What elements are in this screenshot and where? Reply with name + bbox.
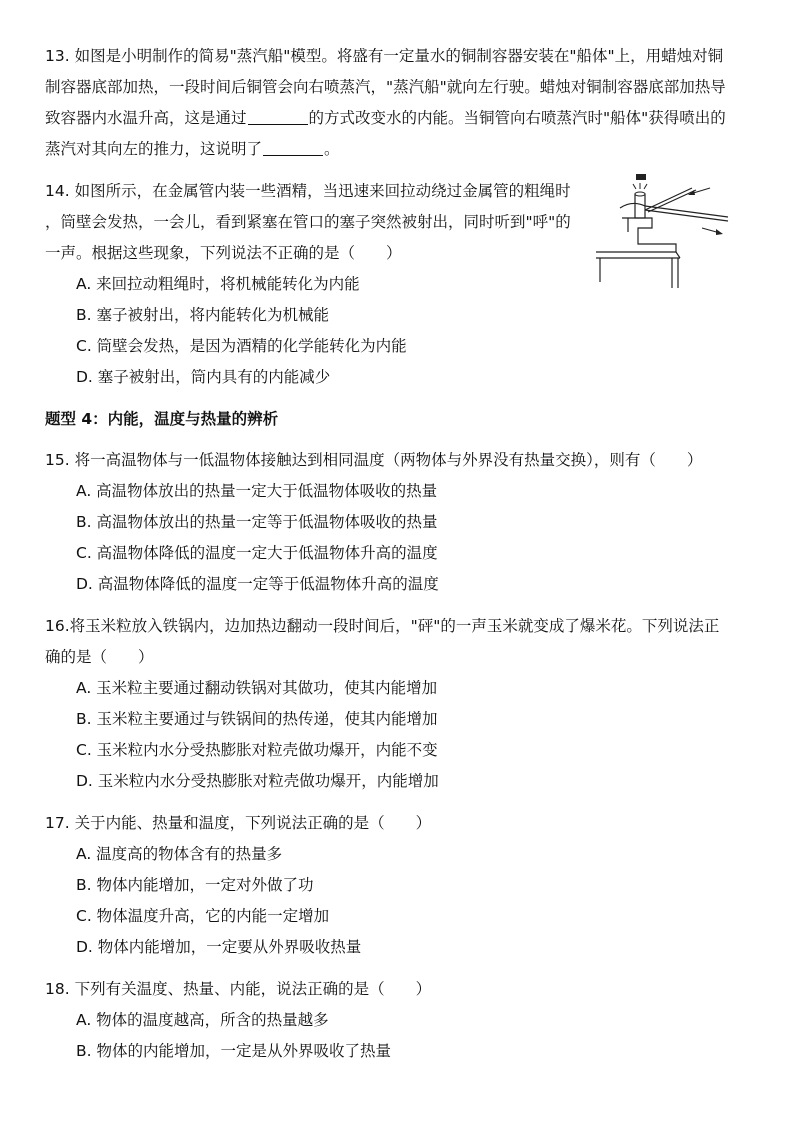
motion-mark: [633, 184, 636, 189]
question-text: 18. 下列有关温度、热量、内能，说法正确的是（ ）: [45, 980, 432, 998]
question-text-part: 蒸汽对其向左的推力，这说明了: [45, 140, 263, 158]
bench-edge: [622, 218, 628, 232]
option-d[interactable]: D. 物体内能增加，一定要从外界吸收热量: [76, 938, 362, 956]
metal-tube-rope-figure: [592, 170, 732, 290]
question-text: 一声。根据这些现象，下列说法不正确的是（ ）: [45, 244, 402, 262]
option-a[interactable]: A. 玉米粒主要通过翻动铁锅对其做功，使其内能增加: [76, 679, 438, 697]
option-b[interactable]: B. 塞子被射出，将内能转化为机械能: [76, 306, 329, 324]
question-text: 15. 将一高温物体与一低温物体接触达到相同温度（两物体与外界没有热量交换），则有（ ）: [45, 451, 703, 469]
option-a[interactable]: A. 高温物体放出的热量一定大于低温物体吸收的热量: [76, 482, 438, 500]
option-a[interactable]: A. 来回拉动粗绳时，将机械能转化为内能: [76, 275, 360, 293]
question-text: 制容器底部加热，一段时间后铜管会向右喷蒸汽，"蒸汽船"就向左行驶。蜡烛对铜制容器底部加热导: [45, 78, 726, 96]
question-text: 16.将玉米粒放入铁锅内，边加热边翻动一段时间后，"砰"的一声玉米就变成了爆米花。下列说法正: [45, 617, 720, 635]
option-a[interactable]: A. 温度高的物体含有的热量多: [76, 845, 283, 863]
question-text-part: 。: [324, 140, 340, 158]
question-text: 17. 关于内能、热量和温度，下列说法正确的是（ ）: [45, 814, 432, 832]
option-d[interactable]: D. 塞子被射出，筒内具有的内能减少: [76, 368, 331, 386]
answer-blank[interactable]: [263, 141, 323, 156]
option-c[interactable]: C. 玉米粒内水分受热膨胀对粒壳做功爆开，内能不变: [76, 741, 438, 759]
option-b[interactable]: B. 高温物体放出的热量一定等于低温物体吸收的热量: [76, 513, 438, 531]
option-d[interactable]: D. 玉米粒内水分受热膨胀对粒壳做功爆开，内能增加: [76, 772, 439, 790]
rope: [645, 188, 692, 210]
question-text: ，筒壁会发热，一会儿，看到紧塞在管口的塞子突然被射出，同时听到"呼"的: [45, 213, 571, 231]
bench: [596, 218, 676, 252]
option-b[interactable]: B. 物体的内能增加，一定是从外界吸收了热量: [76, 1042, 391, 1060]
arrow-left-head: [688, 190, 695, 195]
option-d[interactable]: D. 高温物体降低的温度一定等于低温物体升高的温度: [76, 575, 439, 593]
question-text: 确的是（ ）: [45, 648, 154, 666]
tube-opening: [635, 192, 645, 196]
rope: [648, 190, 696, 212]
question-text-part: 的方式改变水的内能。当铜管向右喷蒸汽时"船体"获得喷出的: [308, 109, 726, 127]
question-text: 14. 如图所示，在金属管内装一些酒精，当迅速来回拉动绕过金属管的粗绳时: [45, 182, 571, 200]
answer-blank[interactable]: [248, 110, 308, 125]
option-c[interactable]: C. 高温物体降低的温度一定大于低温物体升高的温度: [76, 544, 438, 562]
option-a[interactable]: A. 物体的温度越高，所含的热量越多: [76, 1011, 329, 1029]
question-text: [45, 139, 340, 159]
option-c[interactable]: C. 物体温度升高，它的内能一定增加: [76, 907, 330, 925]
arrow-right-head: [716, 229, 723, 235]
option-b[interactable]: B. 物体内能增加，一定对外做了功: [76, 876, 314, 894]
section-title: 题型 4：内能，温度与热量的辨析: [45, 410, 279, 428]
option-b[interactable]: B. 玉米粒主要通过与铁锅间的热传递，使其内能增加: [76, 710, 438, 728]
question-text-part: 致容器内水温升高，这是通过: [45, 109, 247, 127]
option-c[interactable]: C. 筒壁会发热，是因为酒精的化学能转化为内能: [76, 337, 407, 355]
question-text: [45, 108, 726, 128]
motion-mark: [644, 184, 647, 189]
question-text: 13. 如图是小明制作的简易"蒸汽船"模型。将盛有一定量水的铜制容器安装在"船体"上，用蜡烛对铜: [45, 47, 724, 65]
table-edge: [676, 252, 680, 258]
flying-stopper: [636, 174, 646, 180]
